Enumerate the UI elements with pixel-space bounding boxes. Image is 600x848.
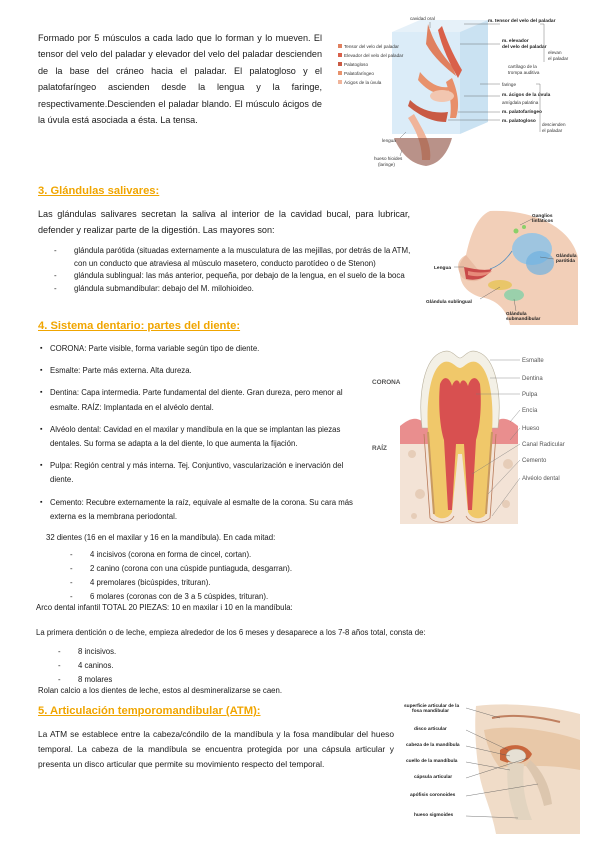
section3-list	[52, 245, 416, 295]
label-encia: Encía	[522, 408, 538, 414]
infant-teeth-list	[56, 645, 256, 687]
label-hioides: hueso sigmoides	[414, 813, 454, 818]
list-item: - 4 caninos.	[56, 659, 256, 673]
label-acigos: m. ácigos de la úvula	[502, 93, 551, 98]
label-palatofaringeo: m. palatofaríngeo	[502, 110, 542, 115]
legend-elevador: Elevador del velo del paladar	[344, 53, 404, 58]
label-canal: Canal Radicular	[522, 442, 565, 448]
intro-paragraph: Formado por 5 músculos a cada lado que lo forman y lo mueven. El tensor del velo del paladar y elevador del velo del paladar descienden de la base del cráneo hacia el paladar. El palatogloso y el palatofaríngeo ascienden desde la lengua y la faringe, respectivamente.Descienden el paladar blando. El músculo ácigos de la úvula está asociada a ésta. La tensa.	[38, 33, 322, 126]
section5-heading: 5. Articulación temporomandibular (ATM):	[38, 705, 261, 717]
label-raiz: RAÍZ	[372, 445, 387, 452]
label-cabeza: cabeza de la mandíbula	[406, 743, 460, 748]
list-item: ▪ Esmalte: Parte más externa. Alta dureza.	[40, 364, 356, 378]
list-item: - 6 molares (coronas con de 3 a 5 cúspides, trituran).	[68, 590, 388, 604]
list-item: - 8 incisivos.	[56, 645, 256, 659]
legend-palatogloso: Palatogloso	[344, 62, 369, 67]
list-item: - 8 molares	[56, 673, 256, 687]
label-superficie: superficie articular de la fosa mandibular	[404, 704, 460, 714]
label-lengua-glands: Lengua	[434, 266, 452, 271]
first-dentition-text: La primera dentición o de leche, empieza alrededor de los 6 meses y desaparece a los 7-8 años total, consta de:	[36, 628, 426, 637]
label-corona: CORONA	[372, 379, 401, 386]
infant-arch-text: Arco dental infantil TOTAL 20 PIEZAS: 10 en maxilar i 10 en la mandíbula:	[36, 603, 293, 612]
list-item: ▪ Dentina: Capa intermedia. Parte fundamental del diente. Gran dureza, pero menor al esmalte. RAÍZ: Implantada en el alvéolo dental.	[40, 386, 356, 414]
label-capsula: cápsula articular	[414, 775, 453, 780]
list-item: - glándula submandibular: debajo del M. milohioideo.	[52, 283, 416, 296]
tooth-illustration	[368, 344, 580, 528]
tooth-figure	[368, 344, 580, 528]
label-lengua: lengua	[382, 138, 396, 143]
label-palatogloso: m. palatogloso	[502, 119, 536, 124]
section3-paragraph: Las glándulas salivares secretan la saliva al interior de la cavidad bucal, para lubricar, defender y realizar parte de la digestión. Las mayores son:	[38, 209, 410, 235]
label-elevador-1: m. elevador	[502, 39, 529, 44]
list-item: ▪ Cemento: Recubre externamente la raíz, equivale al esmalte de la corona. Su cara más externa es la membrana periodontal.	[40, 496, 356, 524]
list-item: - 4 premolares (bicúspides, trituran).	[68, 576, 388, 590]
list-item: ▪ CORONA: Parte visible, forma variable según tipo de diente.	[40, 342, 356, 356]
label-disco: disco articular	[414, 727, 447, 732]
palate-muscles-illustration	[330, 14, 570, 172]
tooth-parts-list	[40, 342, 356, 532]
tmj-figure	[400, 700, 580, 834]
label-cemento: Cemento	[522, 458, 547, 464]
label-elevador-2: del velo del paladar	[502, 45, 547, 50]
label-tensor: m. tensor del velo del paladar	[488, 19, 556, 24]
label-elevan: elevan el paladar	[548, 50, 569, 61]
rolan-text: Rolan calcio a los dientes de leche, estos al desmineralizarse se caen.	[38, 686, 283, 695]
label-descienden: descienden el paladar	[542, 122, 566, 133]
legend-acigos: Ácigos de la úvula	[344, 80, 382, 85]
label-cavidad-oral: cavidad oral	[410, 16, 435, 21]
label-parotida: Glándula parótida	[556, 254, 577, 264]
label-cuello: cuello de la mandíbula	[406, 759, 458, 764]
list-item: - 2 canino (corona con una cúspide puntiaguda, desgarran).	[68, 562, 388, 576]
legend-palatofaringeo: Palatofaríngeo	[344, 71, 374, 76]
label-pulpa: Pulpa	[522, 392, 538, 398]
palate-muscles-figure	[330, 14, 570, 172]
list-item: ▪ Pulpa: Región central y más interna. Tej. Conjuntivo, vascularización e inervación del diente.	[40, 459, 356, 487]
label-faringe: faringe	[502, 82, 517, 87]
label-submandibular: Glándula submandibular	[506, 312, 541, 322]
list-item: - 4 incisivos (corona en forma de cincel, cortan).	[68, 548, 388, 562]
section4-heading: 4. Sistema dentario: partes del diente:	[38, 320, 241, 332]
label-alveolo: Alvéolo dental	[522, 476, 560, 482]
label-cartilago: cartílago de la trompa auditiva	[508, 64, 540, 75]
label-hueso: Hueso	[522, 426, 540, 432]
tmj-illustration	[400, 700, 580, 834]
label-amigdala: amígdala palatina	[502, 100, 539, 105]
legend-tensor: Tensor del velo del paladar	[344, 44, 399, 49]
label-apofisis: apófisis coronoides	[410, 793, 456, 798]
salivary-glands-illustration	[420, 207, 580, 325]
label-dentina: Dentina	[522, 376, 543, 382]
adult-teeth-intro: 32 dientes (16 en el maxilar y 16 en la mandíbula). En cada mitad:	[46, 533, 276, 542]
list-item: ▪ Alvéolo dental: Cavidad en el maxilar y mandíbula en la que se implantan las piezas dentales. Su forma se adapta a la del diente, lo que aumenta la fijación.	[40, 423, 356, 451]
label-esmalte: Esmalte	[522, 358, 544, 364]
list-item: - glándula sublingual: las más anterior, pequeña, por debajo de la lengua, en el suelo de la boca	[52, 270, 416, 283]
section3-heading: 3. Glándulas salivares:	[38, 185, 160, 197]
label-sublingual: Glándula sublingual	[426, 300, 472, 305]
label-hueso-hioides: hueso hioides (laringe)	[374, 156, 403, 167]
adult-teeth-list	[68, 548, 388, 604]
label-ganglios: Ganglios linfáticos	[532, 214, 554, 224]
salivary-glands-figure	[420, 207, 580, 325]
list-item: - glándula parótida (situadas externamente a la musculatura de las mejillas, por detrás de la ATM, con un conducto que atraviesa al músculo masetero, conducto parotídeo o de Stenon)	[52, 245, 416, 270]
section5-paragraph: La ATM se establece entre la cabeza/cóndilo de la mandíbula y la fosa mandibular del hueso temporal. La cabeza de la mandíbula se encuentra protegida por una cápsula articular y presenta un disco articular que permite su movimiento respecto del temporal.	[38, 729, 394, 769]
